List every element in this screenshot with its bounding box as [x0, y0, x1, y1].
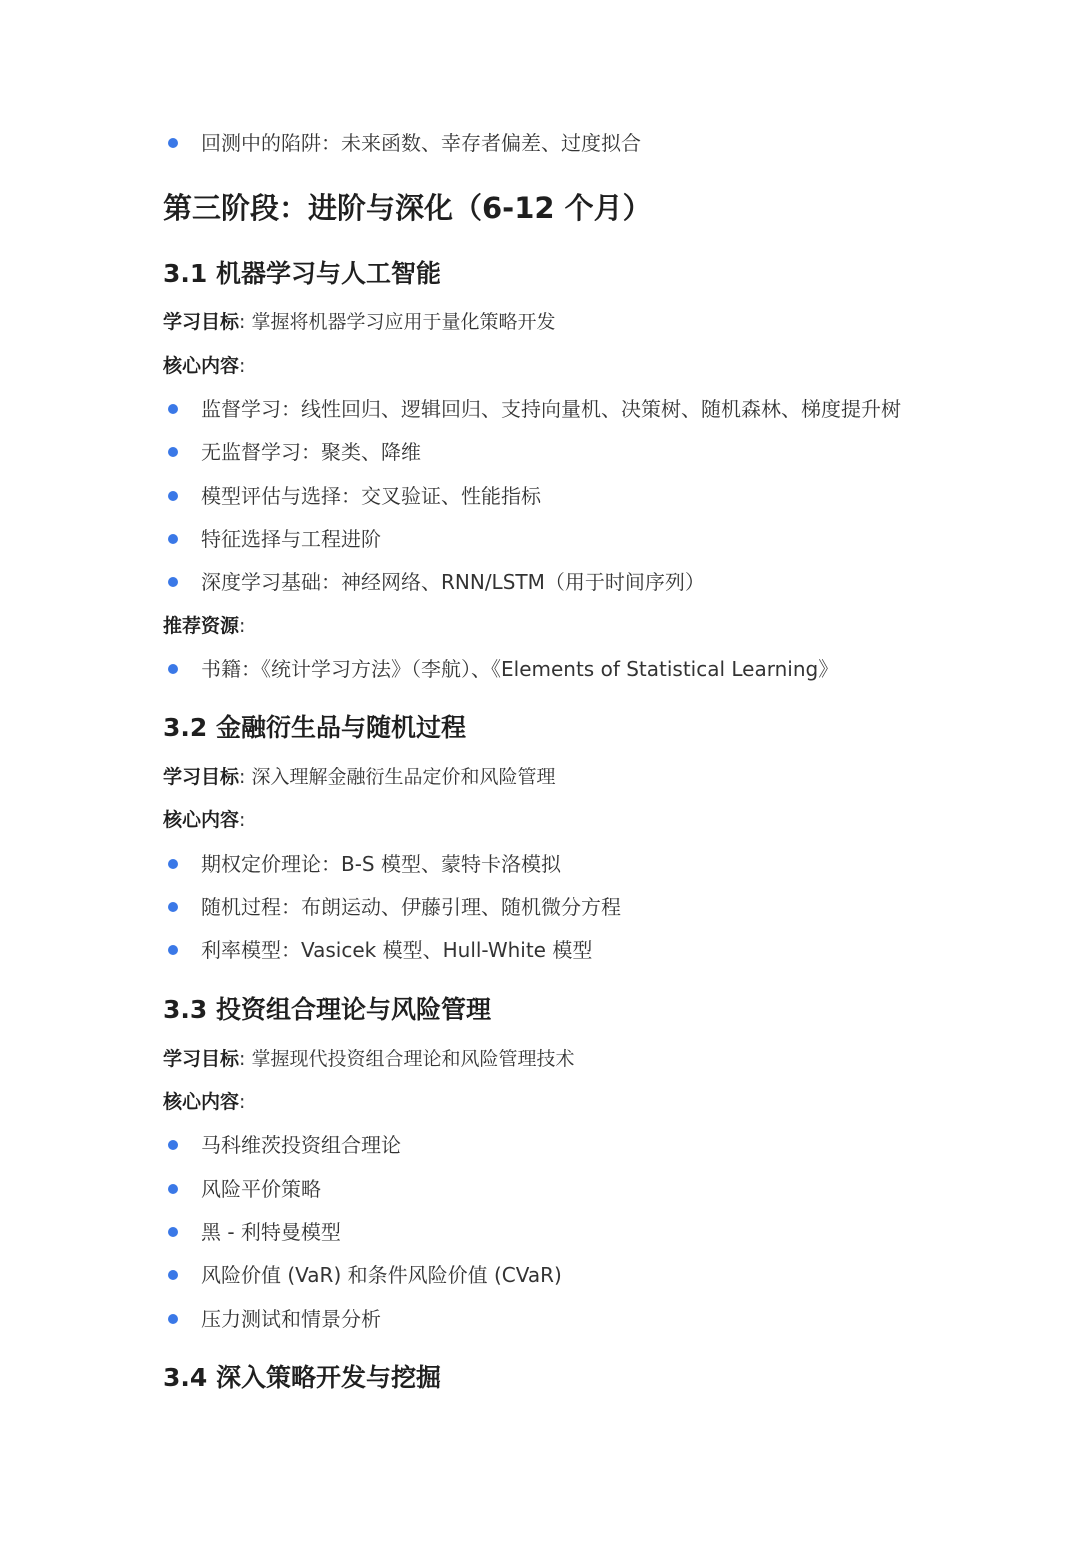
core-label: 核心内容 [163, 355, 240, 377]
list-item: 模型评估与选择：交叉验证、性能指标 [201, 484, 541, 508]
list-item: 压力测试和情景分析 [201, 1307, 381, 1331]
section-3-1-title: 3.1 机器学习与人工智能 [163, 259, 441, 288]
list-item: 风险价值 (VaR) 和条件风险价值 (CVaR) [201, 1263, 562, 1287]
section-3-2-title: 3.2 金融衍生品与随机过程 [163, 713, 466, 742]
list-item: 回测中的陷阱：未来函数、幸存者偏差、过度拟合 [201, 131, 641, 155]
list-item: 无监督学习：聚类、降维 [201, 440, 421, 464]
list-item: 特征选择与工程进阶 [201, 527, 381, 551]
list-item: 马科维茨投资组合理论 [201, 1133, 401, 1157]
section-3-2-core-label [163, 806, 245, 834]
core-label: 核心内容 [163, 1091, 240, 1113]
list-item: 监督学习：线性回归、逻辑回归、支持向量机、决策树、随机森林、梯度提升树 [201, 397, 901, 421]
section-3-1-core-label [163, 352, 245, 380]
list-item: 期权定价理论：B-S 模型、蒙特卡洛模拟 [201, 852, 561, 876]
section-3-1-goal [163, 308, 555, 336]
goal-label: 学习目标 [163, 311, 240, 333]
colon: : [239, 809, 246, 831]
goal-label: 学习目标 [163, 766, 240, 788]
colon: : [239, 615, 246, 637]
core-label: 核心内容 [163, 809, 240, 831]
section-3-3-goal [163, 1045, 574, 1073]
section-3-1-resources-label [163, 612, 245, 640]
list-item: 书籍：《统计学习方法》（李航）、《Elements of Statistical Learning》 [201, 657, 839, 681]
section-3-3-core-label [163, 1088, 245, 1116]
resources-label: 推荐资源 [163, 615, 240, 637]
section-3-2-goal [163, 763, 555, 791]
colon: : [239, 1048, 246, 1070]
colon: : [239, 766, 246, 788]
colon: : [239, 311, 246, 333]
list-item: 深度学习基础：神经网络、RNN/LSTM（用于时间序列） [201, 570, 705, 594]
goal-text: 掌握将机器学习应用于量化策略开发 [245, 311, 556, 333]
list-item: 黑 - 利特曼模型 [201, 1220, 341, 1244]
goal-text: 掌握现代投资组合理论和风险管理技术 [245, 1048, 575, 1070]
section-3-4-title: 3.4 深入策略开发与挖掘 [163, 1363, 441, 1392]
colon: : [239, 1091, 246, 1113]
goal-label: 学习目标 [163, 1048, 240, 1070]
list-item: 利率模型：Vasicek 模型、Hull-White 模型 [201, 938, 593, 962]
colon: : [239, 355, 246, 377]
goal-text: 深入理解金融衍生品定价和风险管理 [245, 766, 556, 788]
stage-title: 第三阶段：进阶与深化（6-12 个月） [163, 191, 652, 225]
section-3-3-title: 3.3 投资组合理论与风险管理 [163, 995, 491, 1024]
list-item: 随机过程：布朗运动、伊藤引理、随机微分方程 [201, 895, 621, 919]
list-item: 风险平价策略 [201, 1177, 321, 1201]
